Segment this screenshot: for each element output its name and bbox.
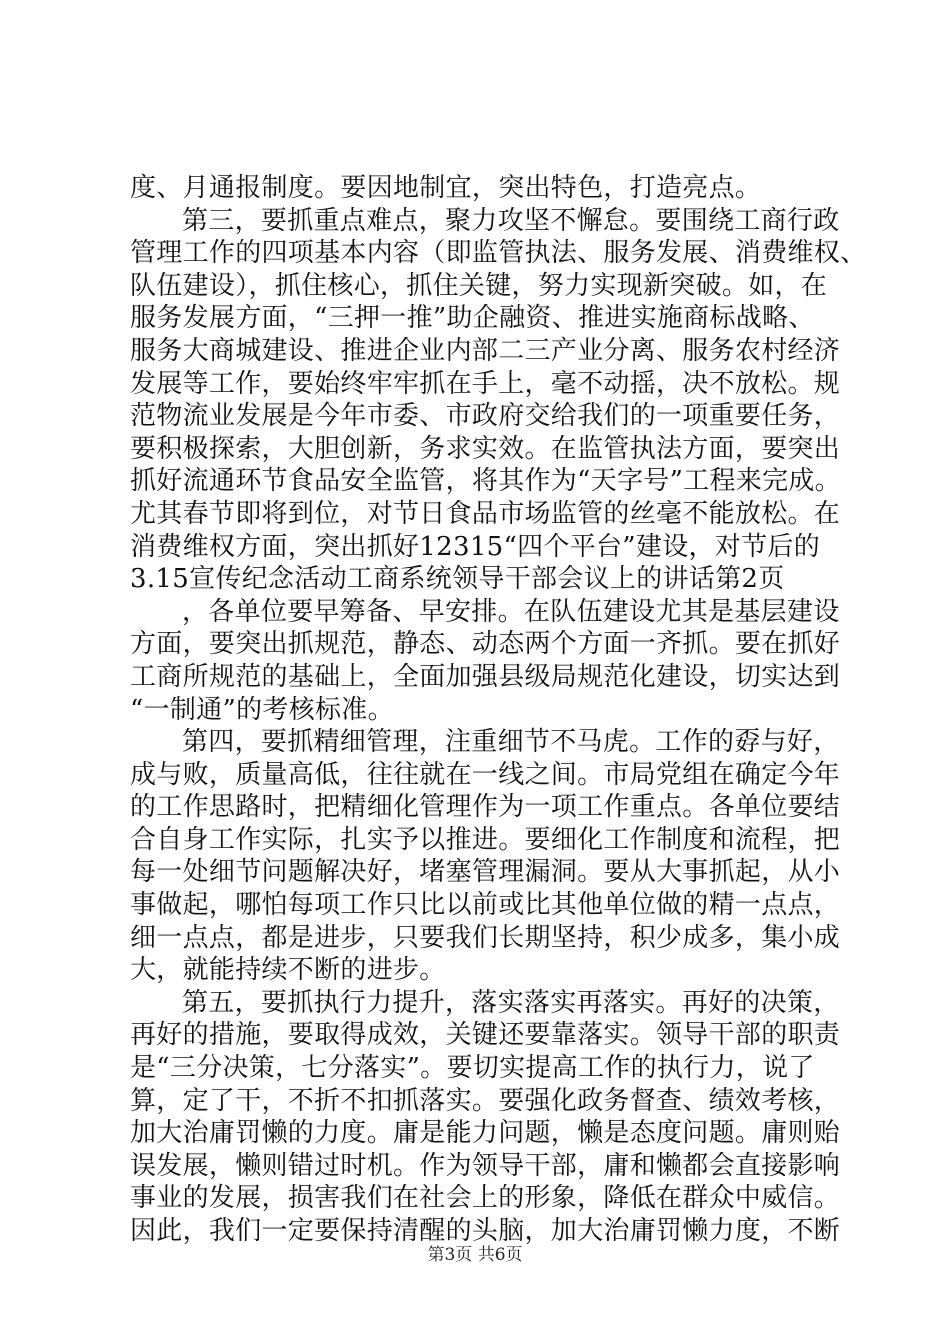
text-line: 是“三分决策，七分落实”。要切实提高工作的执行力，说了 bbox=[130, 1053, 815, 1084]
text-line: 误发展，懒则错过时机。作为领导干部，庸和懒都会直接影响 bbox=[130, 1150, 841, 1181]
document-body bbox=[130, 172, 867, 1248]
text-line: 工商所规范的基础上，全面加强县级局规范化建设，切实达到 bbox=[130, 661, 841, 692]
text-line: 事业的发展，损害我们在社会上的形象，降低在群众中威信。 bbox=[130, 1183, 841, 1214]
page-footer bbox=[0, 1243, 950, 1267]
text-line: 合自身工作实际，扎实予以推进。要细化工作制度和流程，把 bbox=[130, 824, 841, 855]
paragraph-start: 第三，要抓重点难点，聚力攻坚不懈怠。要围绕工商行政 bbox=[182, 205, 840, 236]
text-line: 细一点点，都是进步，只要我们长期坚持，积少成多，集小成 bbox=[130, 922, 841, 953]
text-line: 服务大商城建设、推进企业内部二三产业分离、服务农村经济 bbox=[130, 335, 841, 366]
text-line: 抓好流通环节食品安全监管，将其作为“天字号”工程来完成。 bbox=[130, 466, 841, 497]
text-line: 方面，要突出抓规范，静态、动态两个方面一齐抓。要在抓好 bbox=[130, 629, 841, 660]
text-line: 因此，我们一定要保持清醒的头脑，加大治庸罚懒力度，不断 bbox=[130, 1216, 841, 1246]
text-line: 尤其春节即将到位，对节日食品市场监管的丝毫不能放松。在 bbox=[130, 498, 841, 529]
paragraph-start: 第四，要抓精细管理，注重细节不马虎。工作的孬与好， bbox=[182, 727, 840, 758]
text-line: 发展等工作，要始终牢牢抓在手上，毫不动摇，决不放松。规 bbox=[130, 368, 841, 399]
text-line: 3.15宣传纪念活动工商系统领导干部会议上的讲话第2页 bbox=[130, 564, 785, 595]
text-line: 队伍建设），抓住核心，抓住关键，努力实现新突破。如，在 bbox=[130, 270, 828, 301]
text-line: “一制通”的考核标准。 bbox=[130, 694, 394, 725]
text-line: 大，就能持续不断的进步。 bbox=[130, 955, 446, 986]
text-line: 加大治庸罚懒的力度。庸是能力问题，懒是态度问题。庸则贻 bbox=[130, 1118, 841, 1149]
text-line: 每一处细节问题解决好，堵塞管理漏洞。要从大事抓起，从小 bbox=[130, 857, 841, 888]
text-line: 消费维权方面，突出抓好12315“四个平台”建设，对节后的 bbox=[130, 531, 820, 562]
text-line: 服务发展方面，“三押一推”助企融资、推进实施商标战略、 bbox=[130, 303, 815, 334]
page-number-label: 第3页 共6页 bbox=[427, 1245, 523, 1265]
text-line: ，各单位要早筹备、早安排。在队伍建设尤其是基层建设 bbox=[182, 596, 840, 627]
text-line: 的工作思路时，把精细化管理作为一项工作重点。各单位要结 bbox=[130, 792, 841, 823]
text-line: 要积极探索，大胆创新，务求实效。在监管执法方面，要突出 bbox=[130, 433, 841, 464]
text-line: 度、月通报制度。要因地制宜，突出特色，打造亮点。 bbox=[130, 173, 762, 203]
text-line: 范物流业发展是今年市委、市政府交给我们的一项重要任务， bbox=[130, 401, 841, 432]
paragraph-start: 第五，要抓执行力提升，落实落实再落实。再好的决策， bbox=[182, 987, 840, 1018]
text-line: 算，定了干，不折不扣抓落实。要强化政务督查、绩效考核， bbox=[130, 1085, 841, 1116]
text-line: 成与败，质量高低，往往就在一线之间。市局党组在确定今年 bbox=[130, 759, 841, 790]
text-line: 事做起，哪怕每项工作只比以前或比其他单位做的精一点点， bbox=[130, 890, 841, 921]
text-line: 再好的措施，要取得成效，关键还要靠落实。领导干部的职责 bbox=[130, 1020, 841, 1051]
text-line: 管理工作的四项基本内容（即监管执法、服务发展、消费维权、 bbox=[130, 238, 867, 269]
